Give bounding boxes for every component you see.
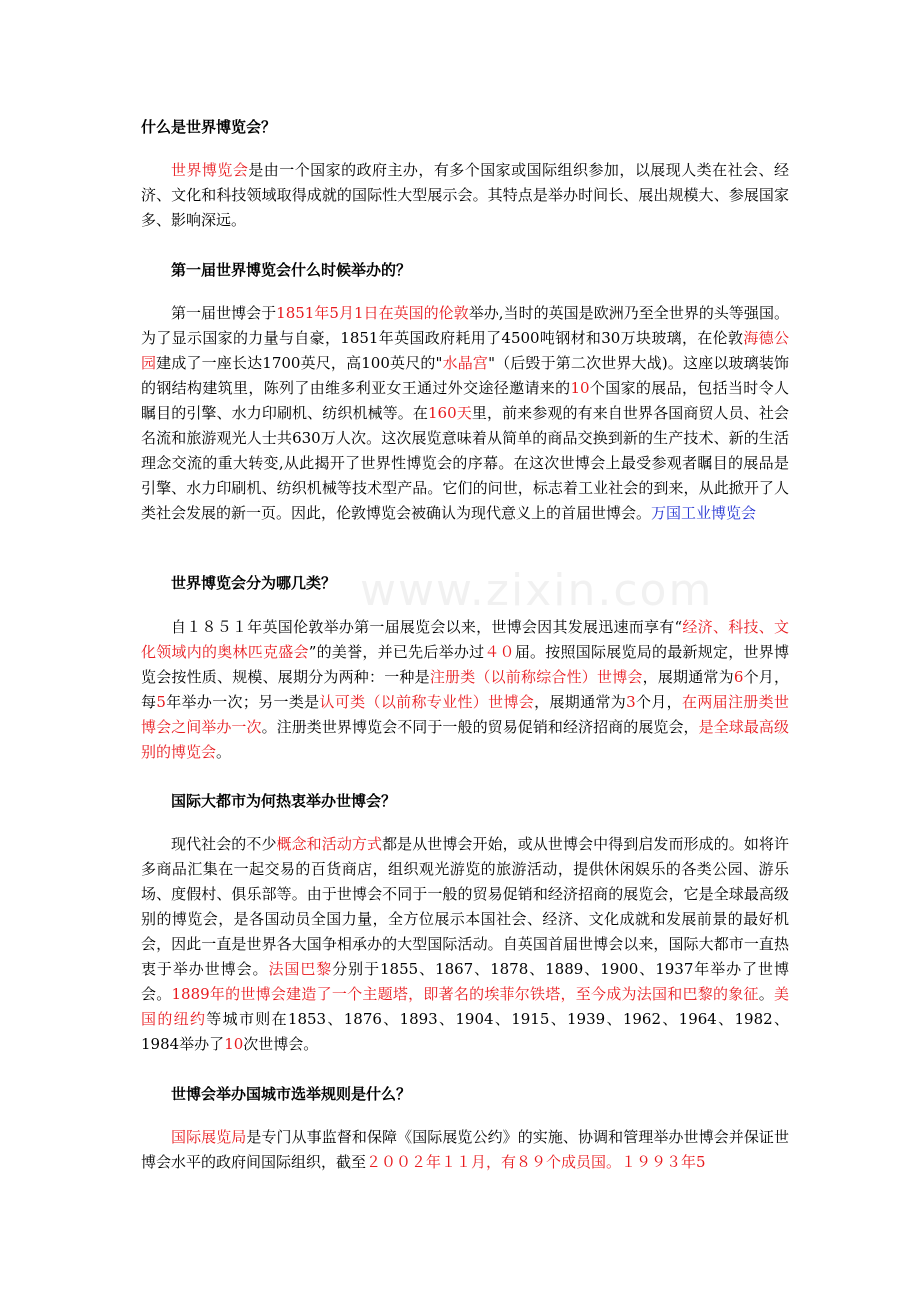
highlight-text: ２００２年１１月，有８９个成员国。１９９３年5 xyxy=(366,1153,706,1171)
highlight-text: 世界博览会 xyxy=(171,161,249,179)
highlight-text: ４０ xyxy=(484,643,515,661)
paragraph-expo-types xyxy=(141,615,789,765)
body-text: 个月， xyxy=(635,693,682,711)
highlight-text: 海德公园 xyxy=(141,329,789,372)
body-text: 都是从世博会开始，或从世博会中得到启发而形成的。如将许多商品汇集在一起交易的百货商店，组织观光游览的旅游活动，提供休闲娱乐的各类公园、游乐场、度假村、俱乐部等。由于世博会不同于一般的贸易促销和经济招商的展览会，它是全球最高级别的博览会，是各国动员全国力量，全方位展示本国社会、经济、文化成就和发展前景的最好机会，因此一直是世界各大国争相承办的大型国际活动。自英国首届世博会以来，国际大都市一直热衷于举办世博会。 xyxy=(141,835,789,978)
body-text: 第一届世博会于 xyxy=(171,304,277,322)
highlight-text: 6 xyxy=(733,668,744,686)
body-text: 个国家的展品，包括当时令人瞩目的引擎、水力印刷机、纺织机械等。在 xyxy=(141,379,789,422)
paragraph-first-expo xyxy=(141,301,789,526)
highlight-text: 10 xyxy=(224,1035,244,1053)
body-text: 是由一个国家的政府主办，有多个国家或国际组织参加，以展现人类在社会、经济、文化和科技领域取得成就的国际性大型展示会。其特点是举办时间长、展出规模大、参展国家多、影响深远。 xyxy=(141,161,789,229)
heading-expo-types: 世界博览会分为哪几类？ xyxy=(171,574,337,592)
watermark: www.zixin.com xyxy=(360,565,714,616)
heading-selection-rules: 世博会举办国城市选举规则是什么？ xyxy=(171,1085,412,1103)
body-text: ，展期通常为 xyxy=(642,668,734,686)
highlight-text: 经济、科技、文化领域内的奥林匹克盛会 xyxy=(141,618,789,661)
body-text: 届。按照国际展览局的最新规定，世界博览会按性质、规模、展期分为两种：一种是 xyxy=(141,643,789,686)
highlight-text: 国际展览局 xyxy=(171,1128,247,1146)
body-text: 现代社会的不少 xyxy=(171,835,277,853)
highlight-text: 法国巴黎 xyxy=(268,960,333,978)
body-text: ”的美誉，并已先后举办过 xyxy=(308,643,485,661)
highlight-text: 10 xyxy=(570,379,590,397)
body-text: 分别于1855、1867、1878、1889、1900、1937年举办了世博会。 xyxy=(141,960,789,1003)
paragraph-selection-rules xyxy=(141,1125,789,1175)
body-text: 年举办一次；另一类是 xyxy=(165,693,320,711)
highlight-text: 1851年5月1日在英国的伦敦 xyxy=(276,304,469,322)
heading-why-host: 国际大都市为何热衷举办世博会？ xyxy=(171,792,397,810)
highlight-text: 160天 xyxy=(428,404,472,422)
highlight-text: 认可类（以前称专业性）世博会 xyxy=(319,693,535,711)
highlight-text: 是全球最高级别的博览会 xyxy=(141,718,789,761)
paragraph-why-host xyxy=(141,832,789,1057)
heading-what-is-expo: 什么是世界博览会？ xyxy=(141,118,277,136)
body-text: 举办,当时的英国是欧洲乃至全世界的头等强国。为了显示国家的力量与自豪，1851年英国政府耗用了4500吨钢材和30万块玻璃，在伦敦 xyxy=(141,304,789,347)
highlight-text: 3 xyxy=(626,693,636,711)
body-text: 等城市则在1853、1876、1893、1904、1915、1939、1962、1964、1982、1984举办了 xyxy=(141,1010,789,1053)
body-text: 自１８５１年英国伦敦举办第一届展览会以来，世博会因其发展迅速而享有“ xyxy=(171,618,683,636)
body-text: 。注册类世界博览会不同于一般的贸易促销和经济招商的展览会， xyxy=(261,718,699,736)
highlight-text: 美国的纽约 xyxy=(141,985,789,1028)
highlight-text: 在两届注册类世博会之间举办一次 xyxy=(141,693,789,736)
paragraph-what-is-expo xyxy=(141,158,789,233)
highlight-text: 水晶宫 xyxy=(442,354,489,372)
highlight-text: 注册类（以前称综合性）世博会 xyxy=(429,668,643,686)
heading-first-expo: 第一届世界博览会什么时候举办的？ xyxy=(171,261,412,279)
highlight-text: 1889年的世博会建造了一个主题塔，即著名的埃菲尔铁塔，至今成为法国和巴黎的象征 xyxy=(171,985,759,1003)
body-text: 。 xyxy=(758,985,774,1003)
body-text: 个月，每 xyxy=(141,668,789,711)
body-text: 是专门从事监督和保障《国际展览公约》的实施、协调和管理举办世博会并保证世博会水平的政府间国际组织，截至 xyxy=(141,1128,789,1171)
body-text: 建成了一座长达1700英尺，高100英尺的" xyxy=(156,354,443,372)
body-text: 里，前来参观的有来自世界各国商贸人员、社会名流和旅游观光人士共630万人次。这次展览意味着从简单的商品交换到新的生产技术、新的生活理念交流的重大转变,从此揭开了世界性博览会的序幕。在这次世博会上最受参观者瞩目的展品是引擎、水力印刷机、纺织机械等技术型产品。它们的问世，标志着工业社会的到来，从此掀开了人类社会发展的新一页。因此，伦敦博览会被确认为现代意义上的首届世博会。 xyxy=(141,404,789,522)
body-text: "（后毁于第二次世界大战)。这座以玻璃装饰的钢结构建筑里，陈列了由维多利亚女王通过外交途径邀请来的 xyxy=(141,354,789,397)
body-text: 次世博会。 xyxy=(243,1035,319,1053)
body-text: ，展期通常为 xyxy=(534,693,627,711)
highlight-text: 5 xyxy=(156,693,166,711)
link-text[interactable]: 万国工业博览会 xyxy=(651,504,757,522)
body-text: 。 xyxy=(216,743,232,761)
highlight-text: 概念和活动方式 xyxy=(276,835,383,853)
